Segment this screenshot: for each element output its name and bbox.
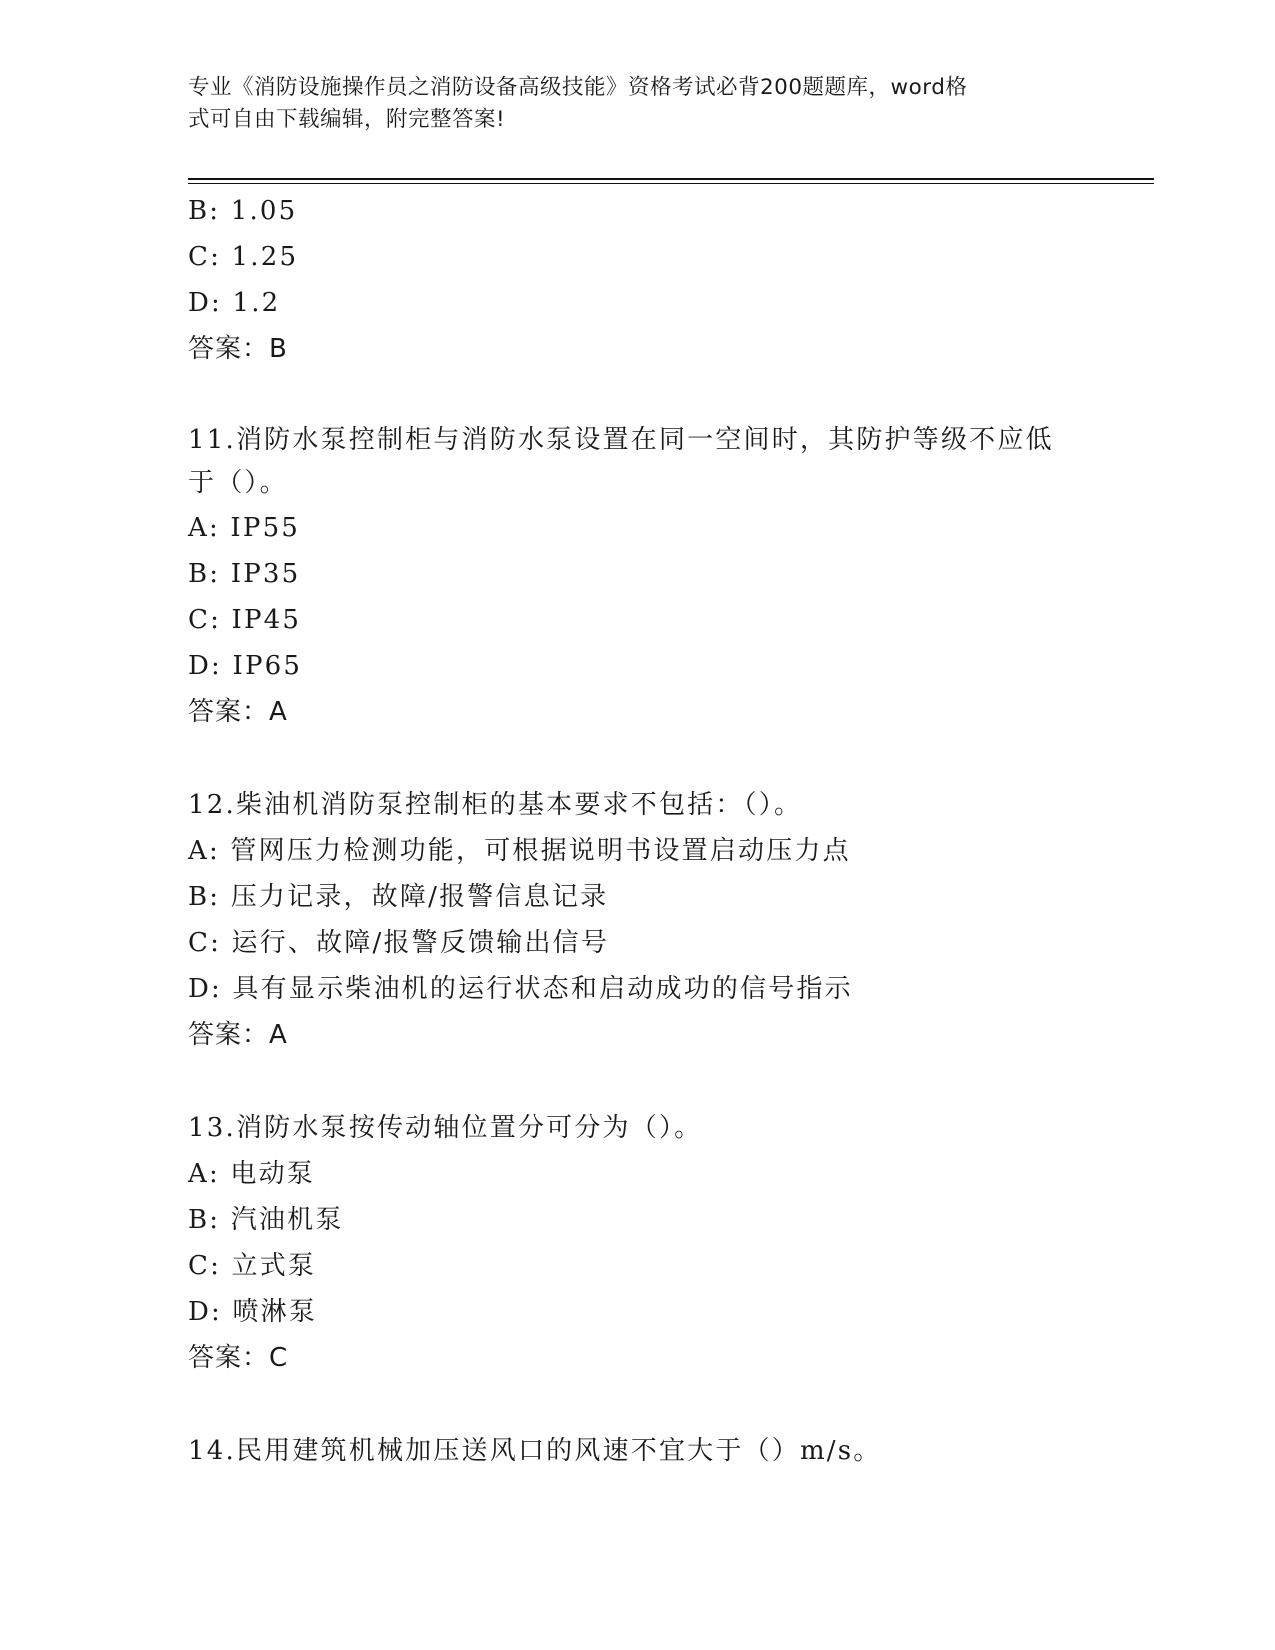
option-d: D: IP65 bbox=[188, 651, 303, 681]
question-11 bbox=[188, 419, 1088, 735]
option-a: A: IP55 bbox=[188, 513, 301, 543]
option-a: A: 管网压力检测功能，可根据说明书设置启动压力点 bbox=[188, 836, 851, 866]
prev-question bbox=[188, 188, 1088, 372]
option-c: C: 运行、故障/报警反馈输出信号 bbox=[188, 928, 610, 958]
option-b: B: 压力记录，故障/报警信息记录 bbox=[188, 882, 609, 912]
answer-line: 答案：A bbox=[188, 697, 288, 727]
question-stem: 14.民用建筑机械加压送风口的风速不宜大于（）m/s。 bbox=[188, 1436, 882, 1466]
option-d: D: 具有显示柴油机的运行状态和启动成功的信号指示 bbox=[188, 974, 853, 1004]
option-d: D: 1.2 bbox=[188, 288, 281, 318]
question-stem bbox=[188, 419, 1068, 505]
option-b: B: 汽油机泵 bbox=[188, 1205, 344, 1235]
question-stem: 12.柴油机消防泵控制柜的基本要求不包括：（）。 bbox=[188, 790, 803, 820]
question-12 bbox=[188, 782, 1088, 1058]
option-d: D: 喷淋泵 bbox=[188, 1297, 318, 1327]
answer-line: 答案：B bbox=[188, 334, 288, 364]
option-c: C: IP45 bbox=[188, 605, 302, 635]
question-list bbox=[188, 188, 1088, 1474]
header-line-1: 专业《消防设施操作员之消防设备高级技能》资格考试必背200题题库，word格 bbox=[188, 75, 968, 100]
question-13 bbox=[188, 1105, 1088, 1381]
question-14 bbox=[188, 1428, 1088, 1474]
answer-line: 答案：A bbox=[188, 1020, 288, 1050]
page-header bbox=[188, 72, 1088, 136]
header-line-2: 式可自由下载编辑，附完整答案! bbox=[188, 107, 506, 132]
answer-line: 答案：C bbox=[188, 1343, 289, 1373]
question-stem: 13.消防水泵按传动轴位置分可分为（）。 bbox=[188, 1113, 703, 1143]
option-b: B: 1.05 bbox=[188, 196, 298, 226]
header-rule-thin bbox=[188, 183, 1154, 184]
header-rule-thick bbox=[188, 178, 1154, 180]
option-c: C: 立式泵 bbox=[188, 1251, 317, 1281]
option-c: C: 1.25 bbox=[188, 242, 299, 272]
stem-line-1: 11.消防水泵控制柜与消防水泵设置在同一空间时，其防护等级不应低 bbox=[188, 425, 1054, 455]
stem-line-2: 于（）。 bbox=[188, 468, 288, 498]
option-b: B: IP35 bbox=[188, 559, 301, 589]
option-a: A: 电动泵 bbox=[188, 1159, 316, 1189]
